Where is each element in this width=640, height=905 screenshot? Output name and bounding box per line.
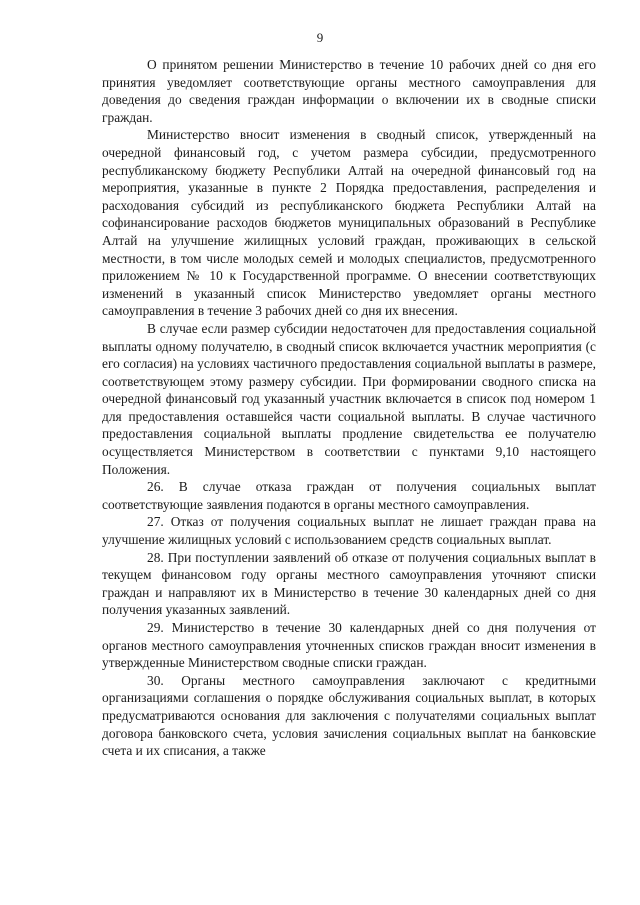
paragraph: Министерство вносит изменения в сводный список, утвержденный на очередной финансовый год, с учетом размера субсидии, предусмотренного республиканскому бюджету Республики Алтай на очередной финансовый год на мероприятия, указанные в пункте 2 Порядка предоставления, распределения и расходования субсидий из республиканского бюджета Республики Алтай на софинансирование расходов бюджетов муниципальных образований в Республике Алтай на улучшение жилищных условий граждан, проживающих в сельской местности, в том числе молодых семей и молодых специалистов, предусмотренного приложением № 10 к Государственной программе. О внесении соответствующих изменений в указанный список Министерство уведомляет органы местного самоуправления в течение 3 рабочих дней со дня их внесения. [102,127,596,319]
paragraph: В случае если размер субсидии недостаточен для предоставления социальной выплаты одному получателю, в сводный список включается участник мероприятия (с его согласия) на условиях частичного предоставления социальной выплаты в размере, соответствующем этому размеру субсидии. При формировании сводного списка на очередной финансовый год указанный участник включается в список под номером 1 для предоставления оставшейся части социальной выплаты. В случае частичного предоставления социальной выплаты продление свидетельства ее получателю осуществляется Министерством в соответствии с пунктами 9,10 настоящего Положения. [102,320,596,477]
paragraph-item-29: 29. Министерство в течение 30 календарных дней со дня получения от органов местного самоуправления уточненных списков граждан вносит изменения в утвержденные Министерством сводные списки граждан. [102,620,596,671]
paragraph-item-26: 26. В случае отказа граждан от получения социальных выплат соответствующие заявления подаются в органы местного самоуправления. [102,479,596,512]
page-number: 9 [316,30,324,45]
paragraph-item-28: 28. При поступлении заявлений об отказе от получения социальных выплат в текущем финансовом году органы местного самоуправления уточняют списки граждан и направляют их в Министерство в течение 30 календарных дней со дня получения указанных заявлений. [102,549,596,618]
paragraph: О принятом решении Министерство в течение 10 рабочих дней со дня его принятия уведомляет соответствующие органы местного самоуправления для доведения до сведения граждан информации о включении их в сводные списки граждан. [102,57,596,125]
paragraph-item-27: 27. Отказ от получения социальных выплат не лишает граждан права на улучшение жилищных условий с использованием средств социальных выплат. [102,514,596,548]
paragraph-item-30: 30. Органы местного самоуправления заключают с кредитными организациями соглашения о порядке обслуживания социальных выплат, в которых предусматриваются основания для заключения с получателями социальных выплат договора банковского счета, условия зачисления социальных выплат на банковские счета и их списания, а также [102,672,596,759]
document-body [102,56,596,760]
